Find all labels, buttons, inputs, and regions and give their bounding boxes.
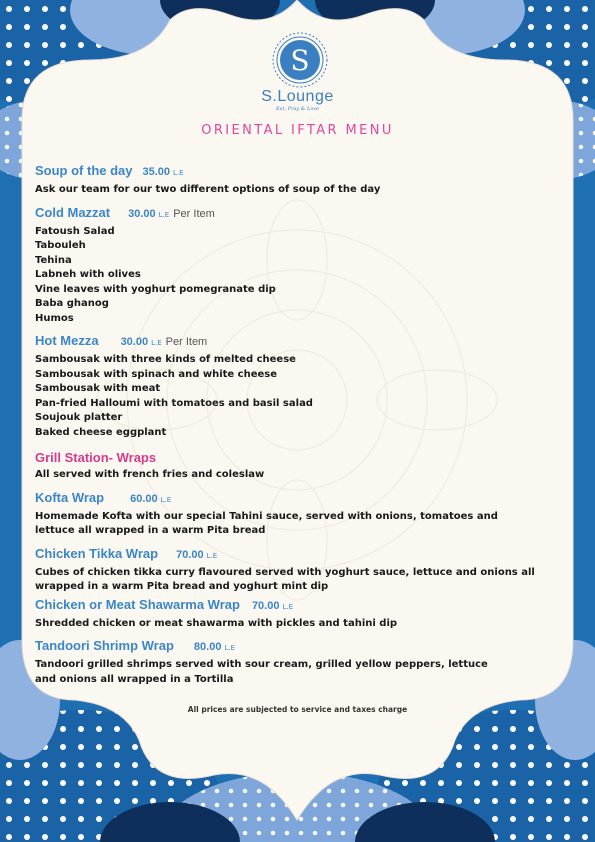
price: 70.00	[251, 599, 280, 612]
item-line: Fatoush Salad	[35, 225, 115, 237]
item-line: Homemade Kofta with our special Tahini sauce, served with onions, tomatoes and	[35, 510, 498, 522]
price: 70.00	[176, 548, 204, 561]
currency: L.E	[224, 644, 236, 652]
item-line: Labneh with olives	[35, 269, 141, 280]
section-header	[35, 448, 565, 468]
item-line: wrapped in a warm Pita bread and yoghurt mint dip	[35, 581, 329, 592]
section-chicken-tikka-wrap	[35, 544, 565, 595]
section-soup	[35, 161, 565, 198]
section-grill-station	[35, 448, 565, 483]
item-line: lettuce all wrapped in a warm Pita bread	[35, 525, 266, 536]
section-title: Grill Station- Wraps	[35, 450, 157, 465]
section-header	[35, 544, 565, 566]
section-title: Chicken Tikka Wrap	[35, 545, 159, 561]
section-title: Cold Mazzat	[35, 204, 111, 220]
item-line: Sambousak with three kinds of melted cheese	[35, 354, 296, 365]
section-header	[35, 636, 565, 658]
item-line: Ask our team for our two different options of soup of the day	[35, 184, 381, 195]
item-line: Vine leaves with yoghurt pomegranate dip	[35, 283, 276, 295]
item-line: Baba ghanog	[35, 298, 109, 309]
logo-letter: S	[290, 44, 310, 77]
item-line: Cubes of chicken tikka curry flavoured served with yoghurt sauce, lettuce and onions all	[35, 566, 535, 578]
per-item: Per Item	[173, 207, 215, 220]
price: 35.00	[142, 166, 171, 178]
item-line: Tabouleh	[35, 240, 86, 251]
price: 60.00	[130, 492, 158, 505]
section-kofta-wrap	[35, 488, 565, 539]
currency: L.E	[151, 339, 162, 347]
section-hot-mezza	[35, 331, 565, 440]
currency: L.E	[160, 495, 172, 504]
per-item: Per Item	[165, 336, 208, 348]
item-line: Tehina	[35, 254, 72, 266]
item-line: Baked cheese eggplant	[35, 426, 167, 438]
brand-name: S.Lounge	[261, 88, 334, 105]
currency: L.E	[206, 551, 218, 560]
section-title: Tandoori Shrimp Wrap	[35, 638, 174, 653]
item-line: and onions all wrapped in a Tortilla	[35, 673, 234, 685]
brand-tagline: Eat, Pray & Love	[275, 106, 320, 112]
currency: L.E	[158, 210, 170, 219]
section-title: Chicken or Meat Shawarma Wrap	[35, 596, 240, 612]
currency: L.E	[282, 602, 294, 611]
item-line: Sambousak with meat	[35, 383, 161, 394]
price: 30.00	[128, 207, 156, 220]
section-title: Soup of the day	[35, 163, 133, 178]
price: 30.00	[120, 336, 149, 348]
item-line: Soujouk platter	[35, 412, 123, 423]
currency: L.E	[173, 169, 184, 177]
section-header	[35, 488, 565, 510]
section-header	[35, 595, 565, 617]
section-title: Hot Mezza	[35, 333, 99, 348]
section-header	[35, 331, 565, 353]
section-shawarma-wrap	[35, 595, 565, 632]
item-line: All served with french fries and coleslaw	[35, 469, 265, 480]
price: 80.00	[193, 641, 222, 653]
section-header	[35, 161, 565, 183]
item-line: Pan-fried Halloumi with tomatoes and basil salad	[35, 397, 313, 409]
item-line: Humos	[35, 312, 74, 324]
menu-title: ORIENTAL IFTAR MENU	[201, 123, 394, 138]
price-footnote: All prices are subjected to service and taxes charge	[187, 705, 408, 714]
menu-content	[35, 161, 565, 687]
section-tandoori-shrimp-wrap	[35, 636, 565, 687]
section-cold-mazzat	[35, 203, 565, 327]
item-line: Tandoori grilled shrimps served with sour cream, grilled yellow peppers, lettuce	[35, 659, 488, 670]
section-title: Kofta Wrap	[35, 489, 105, 505]
item-line: Shredded chicken or meat shawarma with pickles and tahini dip	[35, 617, 398, 629]
item-line: Sambousak with spinach and white cheese	[35, 368, 278, 380]
section-header	[35, 203, 565, 225]
